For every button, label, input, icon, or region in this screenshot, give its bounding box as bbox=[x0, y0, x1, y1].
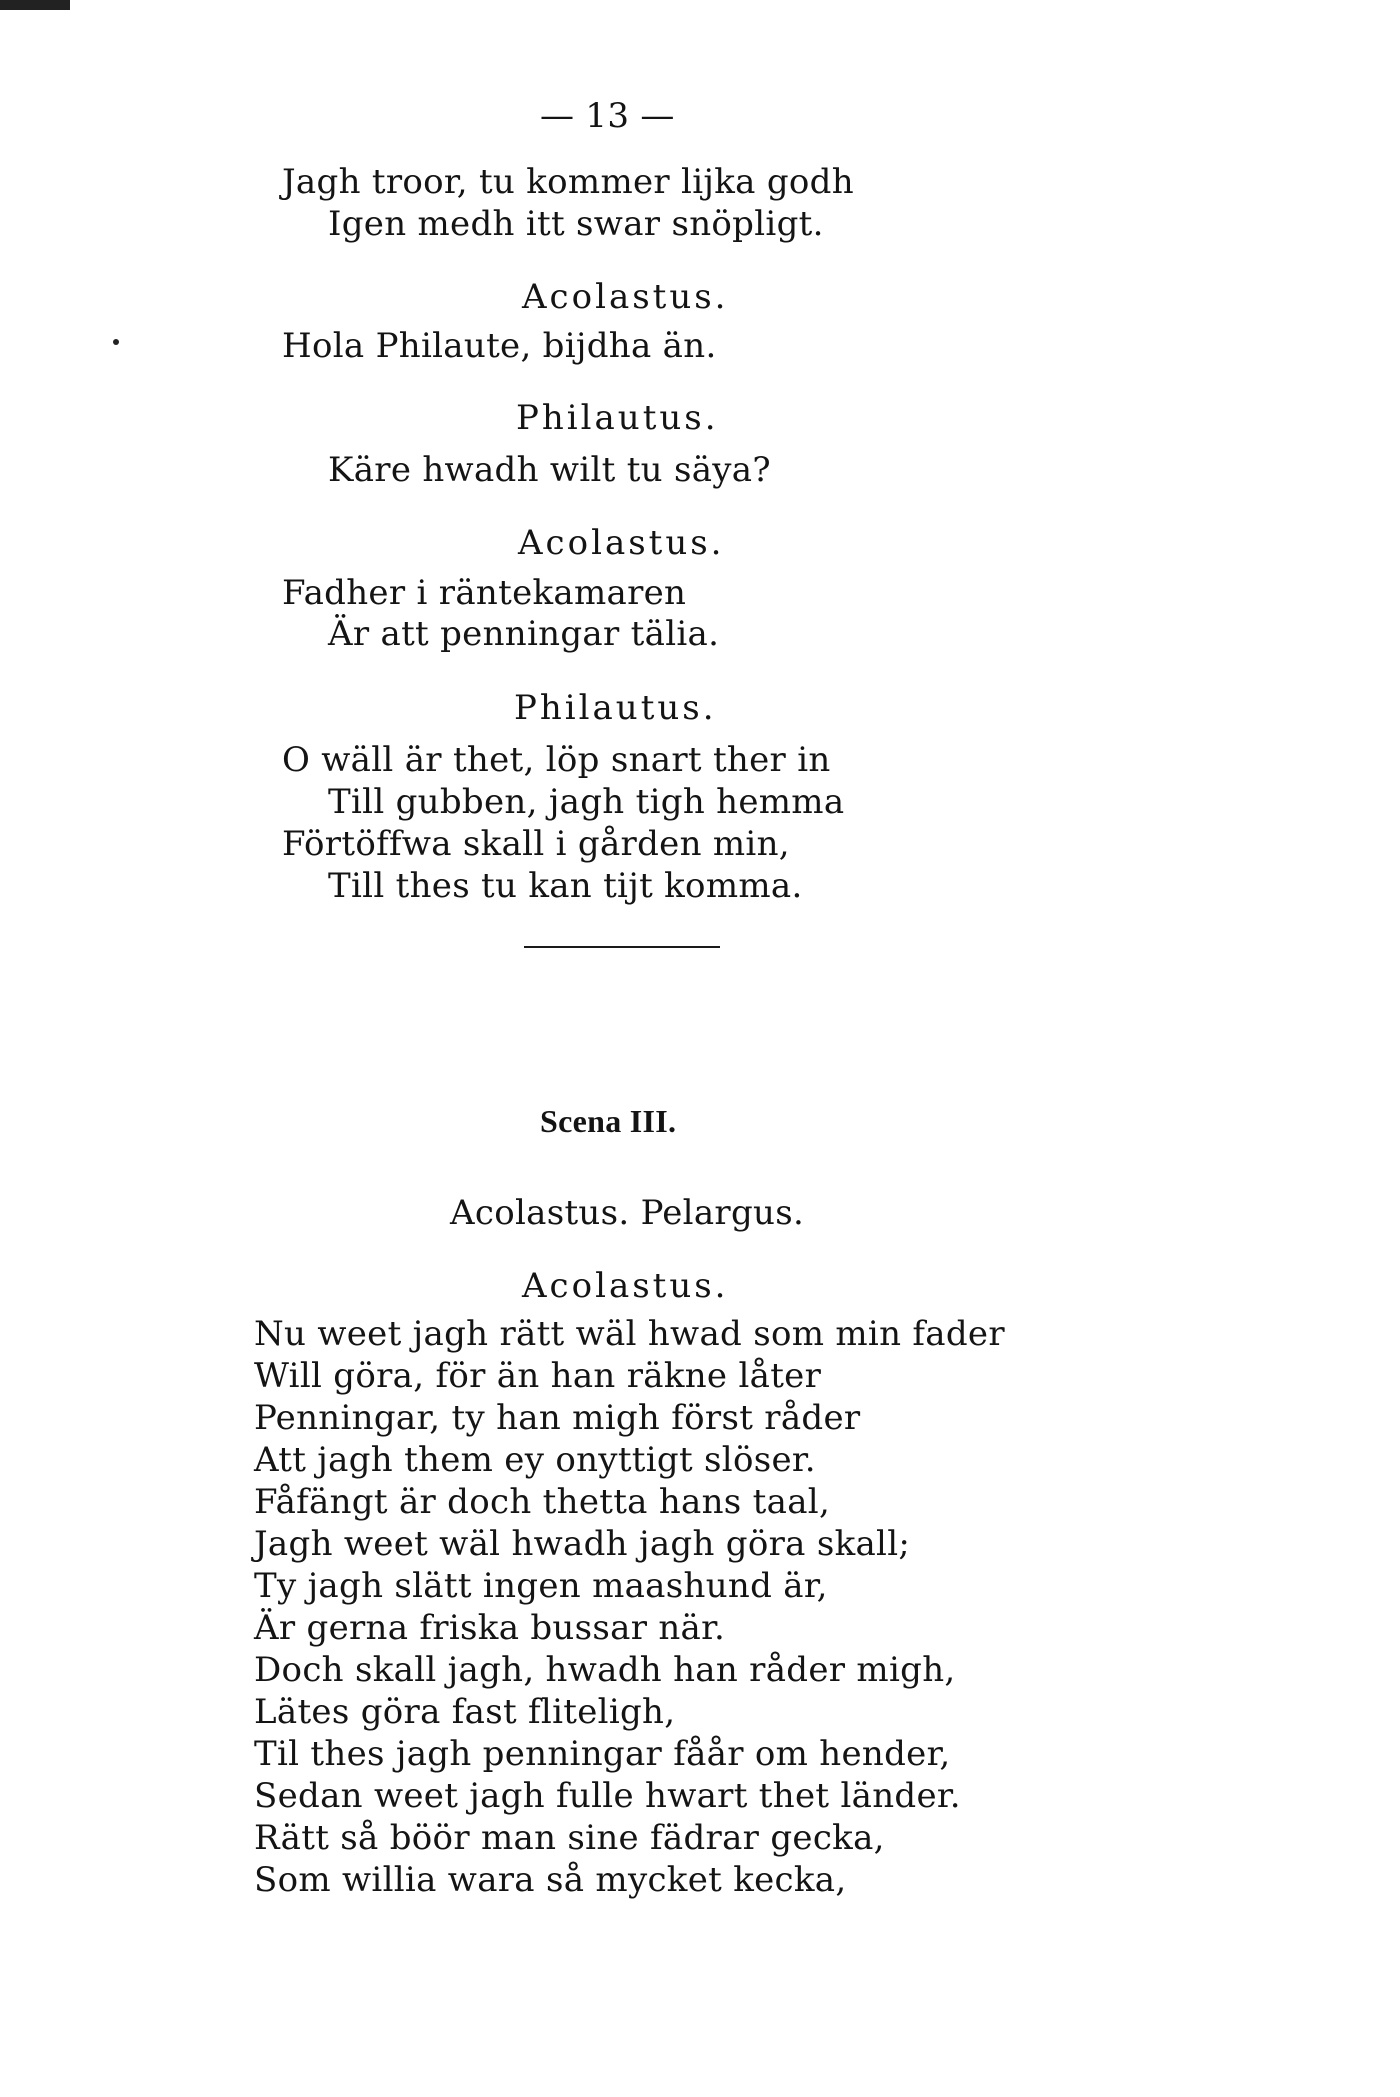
verse-line: Lätes göra fast fliteligh, bbox=[254, 1692, 676, 1732]
verse-line: Jagh troor, tu kommer lijka godh bbox=[282, 162, 854, 202]
scan-artifact-corner bbox=[0, 0, 70, 10]
verse-line: Rätt så böör man sine fädrar gecka, bbox=[254, 1818, 885, 1858]
verse-line: Nu weet jagh rätt wäl hwad som min fader bbox=[254, 1314, 1005, 1354]
verse-line: Fåfängt är doch thetta hans taal, bbox=[254, 1482, 831, 1522]
verse-line: Igen medh itt swar snöpligt. bbox=[328, 204, 824, 244]
verse-line: Förtöffwa skall i gården min, bbox=[282, 824, 790, 864]
verse-line: Penningar, ty han migh först råder bbox=[254, 1398, 861, 1438]
verse-line: Är gerna friska bussar när. bbox=[254, 1608, 726, 1648]
verse-line: Käre hwadh wilt tu säya? bbox=[328, 450, 771, 490]
page-number: — 13 — bbox=[540, 96, 675, 136]
verse-line: Till gubben, jagh tigh hemma bbox=[328, 782, 845, 822]
speaker-name: Philautus. bbox=[514, 688, 717, 728]
verse-line: O wäll är thet, löp snart ther in bbox=[282, 740, 831, 780]
verse-line: Fadher i räntekamaren bbox=[282, 573, 687, 613]
speaker-name: Acolastus. bbox=[522, 277, 729, 317]
verse-line: Jagh weet wäl hwadh jagh göra skall; bbox=[254, 1524, 911, 1564]
verse-line: Sedan weet jagh fulle hwart thet länder. bbox=[254, 1776, 961, 1816]
scene-characters: Acolastus. Pelargus. bbox=[450, 1193, 805, 1233]
speaker-name: Acolastus. bbox=[518, 523, 725, 563]
scan-artifact-dot bbox=[113, 339, 119, 345]
verse-line: Som willia wara så mycket kecka, bbox=[254, 1860, 847, 1900]
section-divider bbox=[524, 946, 720, 948]
verse-line: Ty jagh slätt ingen maashund är, bbox=[254, 1566, 828, 1606]
verse-line: Doch skall jagh, hwadh han råder migh, bbox=[254, 1650, 956, 1690]
verse-line: Hola Philaute, bijdha än. bbox=[282, 326, 717, 366]
verse-line: Till thes tu kan tijt komma. bbox=[328, 866, 803, 906]
scene-title: Scena III. bbox=[540, 1103, 677, 1139]
verse-line: Til thes jagh penningar fåår om hender, bbox=[254, 1734, 951, 1774]
verse-line: Will göra, för än han räkne låter bbox=[254, 1356, 822, 1396]
speaker-name: Acolastus. bbox=[522, 1266, 729, 1306]
verse-line: Att jagh them ey onyttigt slöser. bbox=[254, 1440, 816, 1480]
verse-line: Är att penningar tälia. bbox=[328, 614, 720, 654]
speaker-name: Philautus. bbox=[516, 398, 719, 438]
